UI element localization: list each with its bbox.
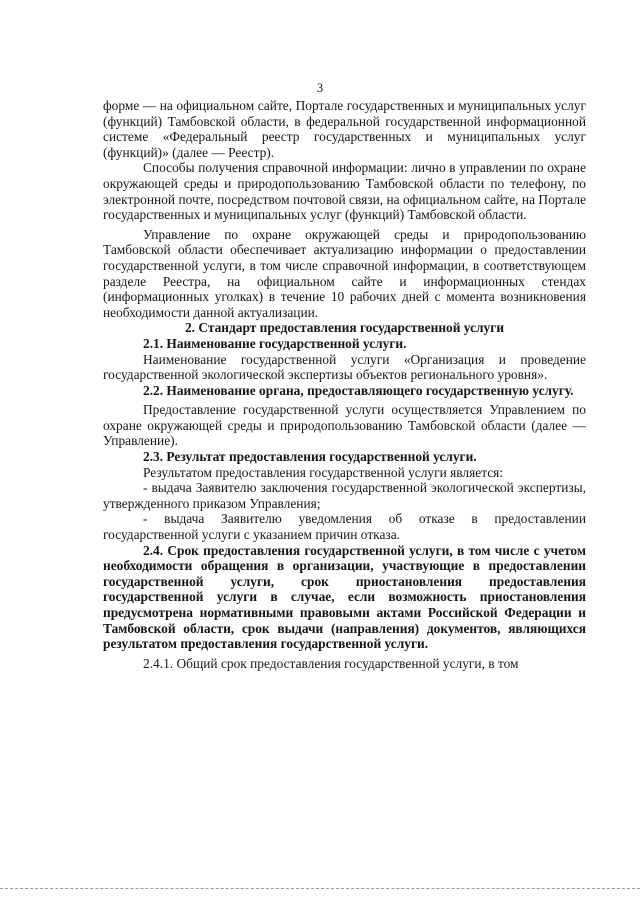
paragraph-service-name: Наименование государственной услуги «Организация и проведение государственной экологической экспертизы объектов регионального уровня».	[103, 351, 586, 383]
heading-2-4: 2.4. Срок предоставления государственной услуги, в том числе с учетом необходимости обращения в организации, участвующие в предоставлении государственной услуги, срок приостановления предоставления государственной услуги в случае, если возможность приостановления предусмотрена нормативными правовыми актами Российской Федерации и Тамбовской области, срок выдачи (направления) документов, являющихся результатом предоставления государственной услуги.	[103, 542, 586, 652]
paragraph-result-intro: Результатом предоставления государственной услуги является:	[143, 464, 504, 480]
paragraph-2-4-1: 2.4.1. Общий срок предоставления государственной услуги, в том	[143, 655, 519, 671]
list-item-conclusion: - выдача Заявителю заключения государственной экологической экспертизы, утвержденного приказом Управления;	[103, 480, 586, 511]
paragraph-providing-body: Предоставление государственной услуги осуществляется Управлением по охране окружающей среды и природопользованию Тамбовской области (далее — Управление).	[103, 402, 586, 449]
list-item-refusal: - выдача Заявителю уведомления об отказе в предоставлении государственной услуги с указанием причин отказа.	[103, 511, 586, 543]
section-title-standard: 2. Стандарт предоставления государственной услуги	[184, 320, 505, 336]
heading-2-3: 2.3. Результат предоставления государственной услуги.	[143, 449, 477, 465]
paragraph-reestr-info: форме — на официальном сайте, Портале государственных и муниципальных услуг (функций) Тамбовской области, в федеральной государственной информационной системе «Федеральный реестр государственных и муниципальных услуг (функций)» (далее — Реестр).	[103, 98, 586, 160]
paragraph-actualization: Управление по охране окружающей среды и природопользованию Тамбовской области обеспечивает актуализацию информации о предоставлении государственной услуги, в том числе справочной информации, в соответствующем разделе Реестра, на официальном сайте и информационных стендах (информационных уголках) в течение 10 рабочих дней с момента возникновения необходимости данной актуализации.	[103, 226, 586, 320]
scan-edge-line	[0, 888, 640, 889]
page-number: 3	[316, 81, 324, 95]
heading-2-1: 2.1. Наименование государственной услуги.	[143, 335, 407, 351]
heading-2-2: 2.2. Наименование органа, предоставляющего государственную услугу.	[143, 382, 574, 398]
document-body	[103, 98, 586, 671]
paragraph-reference-methods: Способы получения справочной информации: лично в управлении по охране окружающей среды и природопользованию Тамбовской области по телефону, по электронной почте, посредством почтовой связи, на официальном сайте, на Портале государственных и муниципальных услуг (функций) Тамбовской области.	[103, 160, 586, 223]
